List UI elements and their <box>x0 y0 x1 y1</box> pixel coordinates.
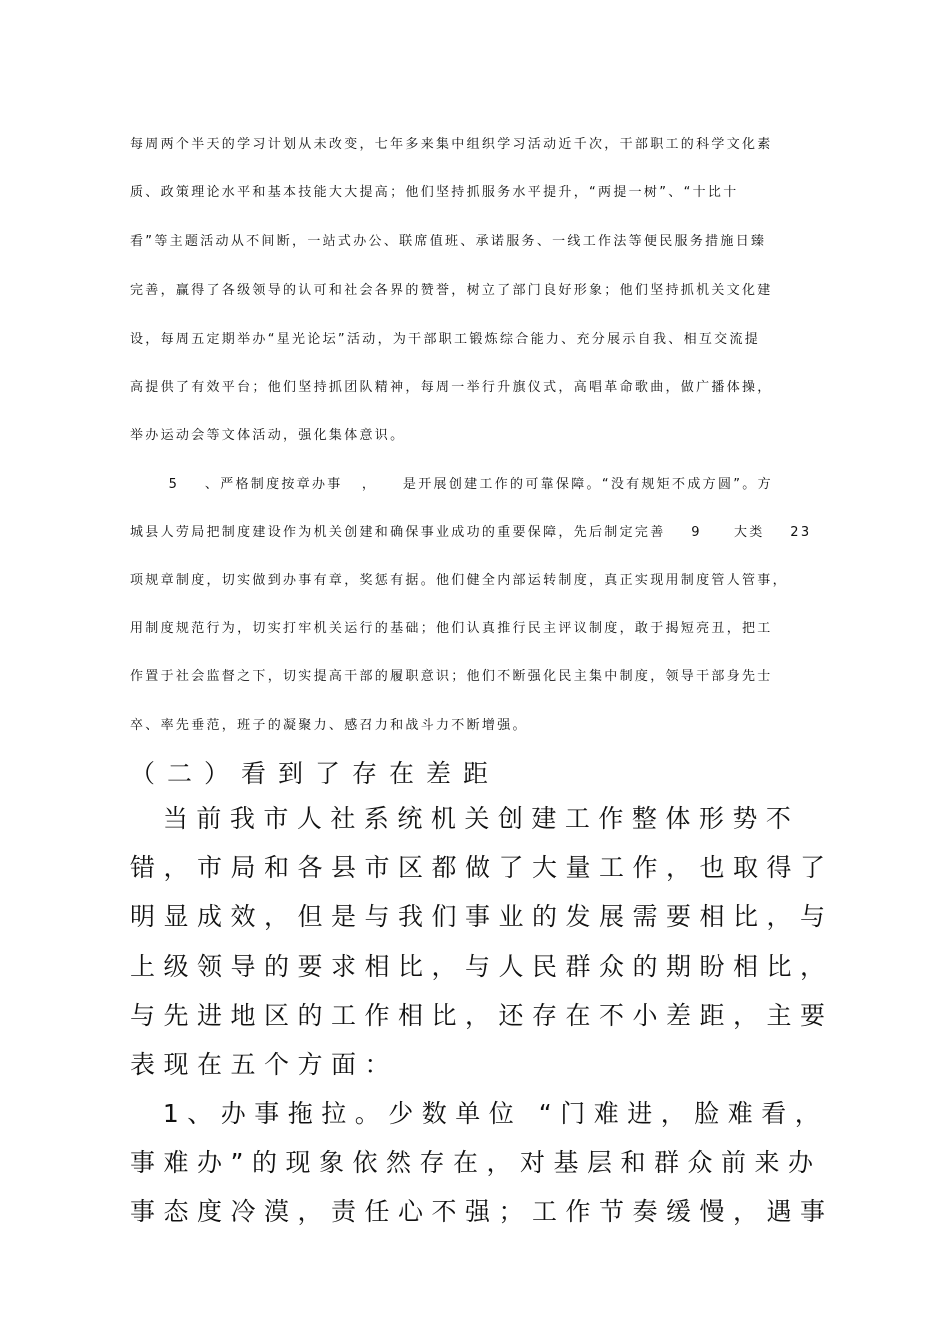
body-line: 明显成效，但是与我们事业的发展需要相比，与 <box>130 902 834 931</box>
paragraph-line: 完善，赢得了各级领导的认可和社会各界的赞誉，树立了部门良好形象；他们坚持抓机关文化建 <box>130 283 773 298</box>
body-line: 表现在五个方面： <box>130 1050 399 1079</box>
paragraph-line: 城县人劳局把制度建设作为机关创建和确保事业成功的重要保障，先后制定完善 9 大类 23 <box>130 525 812 540</box>
body-line: 1、办事拖拉。少数单位 “门难进，脸难看， <box>130 1099 829 1128</box>
body-line: 事态度冷漠，责任心不强；工作节奏缓慢，遇事 <box>130 1197 834 1226</box>
paragraph-line: 举办运动会等文体活动，强化集体意识。 <box>130 428 406 443</box>
paragraph-line: 每周两个半天的学习计划从未改变，七年多来集中组织学习活动近千次，干部职工的科学文化素 <box>130 137 773 152</box>
paragraph-line: 作置于社会监督之下，切实提高干部的履职意识；他们不断强化民主集中制度，领导干部身先士 <box>130 669 773 684</box>
body-line: 事难办”的现象依然存在，对基层和群众前来办 <box>130 1148 822 1177</box>
paragraph-line: 高提供了有效平台；他们坚持抓团队精神，每周一举行升旗仪式，高唱革命歌曲，做广播体操， <box>130 380 773 395</box>
paragraph-line: 项规章制度，切实做到办事有章，奖惩有据。他们健全内部运转制度，真正实现用制度管人管事， <box>130 573 788 588</box>
body-line: 与先进地区的工作相比，还存在不小差距，主要 <box>130 1001 834 1030</box>
body-line: 上级领导的要求相比，与人民群众的期盼相比， <box>130 952 834 981</box>
paragraph-line: 用制度规范行为，切实打牢机关运行的基础；他们认真推行民主评议制度，敢于揭短亮丑，把工 <box>130 621 773 636</box>
section-heading: （二）看到了存在差距 <box>130 759 501 788</box>
paragraph-line: 设，每周五定期举办“星光论坛”活动，为干部职工锻炼综合能力、充分展示自我、相互交流提 <box>130 332 761 347</box>
body-line: 错，市局和各县市区都做了大量工作，也取得了 <box>130 853 834 882</box>
paragraph-line: 卒、率先垂范，班子的凝聚力、感召力和战斗力不断增强。 <box>130 718 528 733</box>
body-line: 当前我市人社系统机关创建工作整体形势不 <box>130 804 800 833</box>
paragraph-line: 看”等主题活动从不间断，一站式办公、联席值班、承诺服务、一线工作法等便民服务措施日臻 <box>130 234 767 249</box>
paragraph-line: 质、政策理论水平和基本技能大大提高；他们坚持抓服务水平提升，“两提一树”、“十比十 <box>130 185 739 200</box>
paragraph-line: 5 、严格制度按章办事 ， 是开展创建工作的可靠保障。“没有规矩不成方圆”。方 <box>130 477 773 492</box>
